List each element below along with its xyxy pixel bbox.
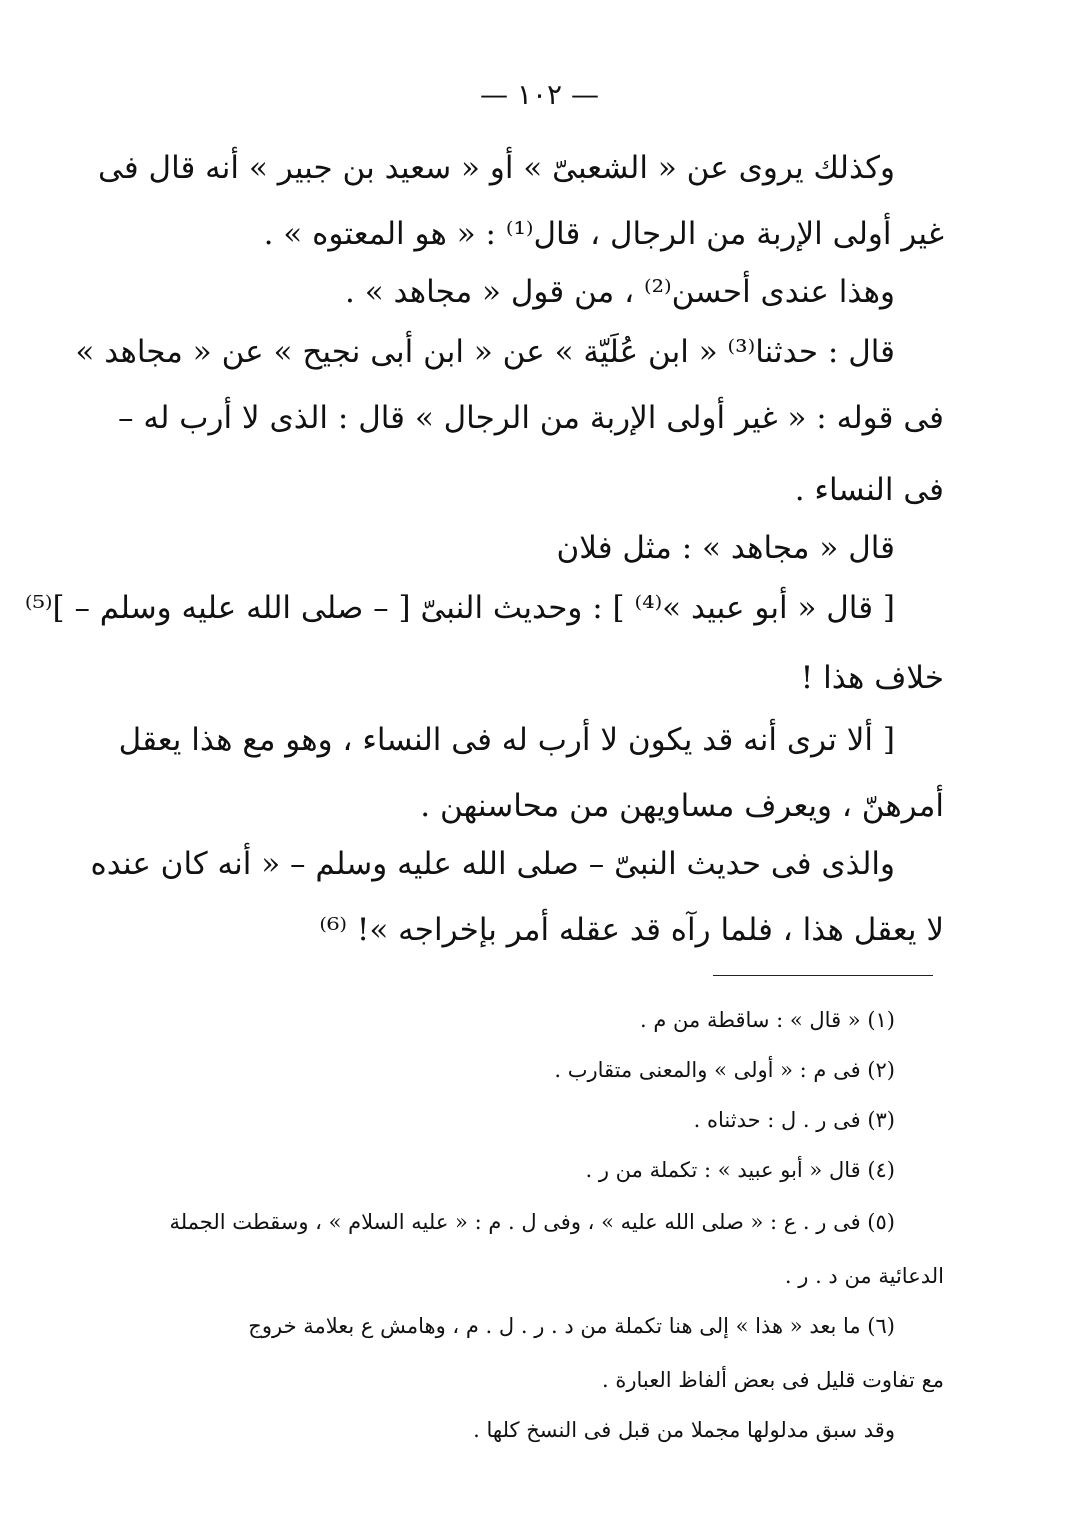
footnote-1: (١) « قال » : ساقطة من م . [640, 1008, 895, 1032]
body-line-1: وكذلك يروى عن « الشعبىّ » أو « سعيد بن جبير » أنه قال فى [98, 150, 895, 186]
body-line-10: [ ألا ترى أنه قد يكون لا أرب له فى النساء ، وهو مع هذا يعقل [118, 722, 895, 758]
body-line-12: والذى فى حديث النبىّ – صلى الله عليه وسلم – « أنه كان عنده [90, 846, 895, 882]
body-line-6: فى النساء . [794, 472, 944, 508]
body-line-8: [ قال « أبو عبيد »⁽⁴⁾ ] : وحديث النبىّ [ – صلى الله عليه وسلم – ]⁽⁵⁾ [24, 590, 895, 626]
footnote-6-note: وقد سبق مدلولها مجملا من قبل فى النسخ كلها . [473, 1418, 895, 1442]
body-line-7: قال « مجاهد » : مثل فلان [556, 530, 895, 566]
footnote-4: (٤) قال « أبو عبيد » : تكملة من ر . [585, 1158, 895, 1182]
footnote-2: (٢) فى م : « أولى » والمعنى متقارب . [554, 1058, 895, 1082]
footnote-5: (٥) فى ر . ع : « صلى الله عليه » ، وفى ل . م : « عليه السلام » ، وسقطت الجملة [169, 1210, 895, 1234]
body-line-11: أمرهنّ ، ويعرف مساويهن من محاسنهن . [420, 788, 944, 824]
body-line-13: لا يعقل هذا ، فلما رآه قد عقله أمر بإخراجه »! ⁽⁶⁾ [319, 912, 944, 948]
footnote-6: (٦) ما بعد « هذا » إلى هنا تكملة من د . ر . ل . م ، وهامش ع بعلامة خروج [248, 1314, 895, 1338]
footnote-separator [713, 975, 933, 976]
body-line-2: غير أولى الإربة من الرجال ، قال⁽¹⁾ : « هو المعتوه » . [263, 216, 944, 252]
footnote-5-continued: الدعائية من د . ر . [784, 1264, 944, 1288]
body-line-3: وهذا عندى أحسن⁽²⁾ ، من قول « مجاهد » . [344, 274, 895, 310]
body-line-5: فى قوله : « غير أولى الإربة من الرجال » قال : الذى لا أرب له – [118, 400, 944, 436]
body-line-9: خلاف هذا ! [800, 660, 944, 696]
footnote-3: (٣) فى ر . ل : حدثناه . [693, 1108, 895, 1132]
body-line-4: قال : حدثنا⁽³⁾ « ابن عُلَيّة » عن « ابن أبى نجيح » عن « مجاهد » [75, 334, 895, 370]
page-number: — ١٠٢ — [480, 78, 599, 111]
footnote-6-continued: مع تفاوت قليل فى بعض ألفاظ العبارة . [602, 1368, 944, 1392]
